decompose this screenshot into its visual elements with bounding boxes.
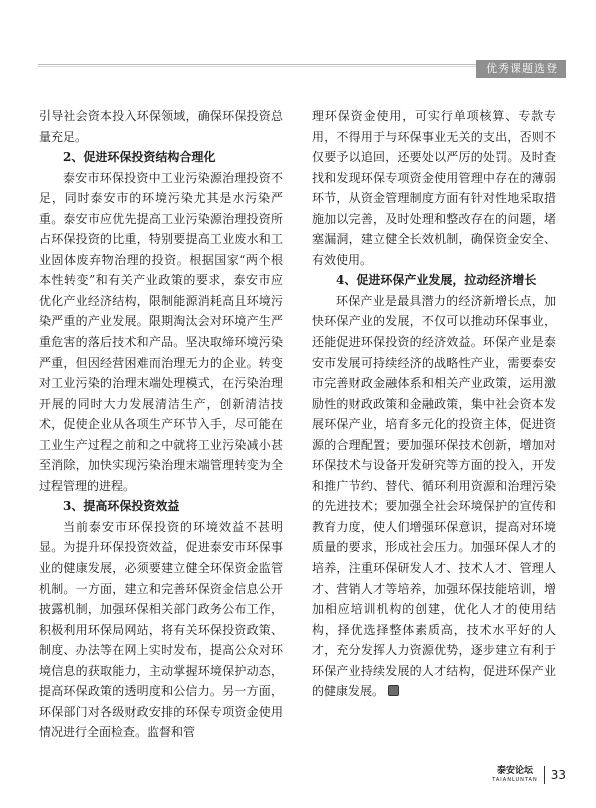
paragraph-continuation: 理环保资金使用，可实行单项核算、专款专用，不得用于与环保事业无关的支出，否则不仅要予以追回，还要处以严厉的处罚。及时查找和发现环保专项资金使用管理中存在的薄弱环节，从资金管理制度方面有针对性地采取措施加以完善，及时处理和整改存在的问题，堵塞漏洞，建立健全长效机制，确保资金安全、有效使用。 — [312, 109, 556, 267]
section-heading: 2、促进环保投资结构合理化 — [63, 150, 216, 165]
section-heading: 4、促进环保产业发展，拉动经济增长 — [336, 273, 537, 288]
end-of-article-icon — [388, 685, 399, 696]
paragraph-final — [312, 291, 556, 702]
right-column — [312, 106, 556, 702]
footer-brand — [492, 766, 538, 784]
paragraph-final-text: 环保产业是最具潜力的经济新增长点，加快环保产业的发展，不仅可以推动环保事业，还能促进环保投资的经济效益。环保产业是泰安市发展可持续经济的战略性产业，需要泰安市完善财政金融体系和相关产业政策，运用激励性的财政政策和金融政策，集中社会资本发展环保产业，培育多元化的投资主体，促进资源的合理配置；要加强环保技术创新，增加对环保技术与设备开发研究等方面的投入，开发和推广节约、替代、循环利用资源和治理污染的先进技术；要加强全社会环境保护的宣传和教育力度，使人们增强环保意识，提高对环境质量的要求，形成社会压力。加强环保人才的培养，注重环保研发人才、技术人才、管理人才、营销人才等培养，加强环保技能培训，增加相应培训机构的创建，优化人才的使用结构，择优选择整体素质高，技术水平好的人才，充分发挥人力资源优势，逐步建立有利于环保产业持续发展的人才结构，促进环保产业的健康发展。 — [312, 293, 556, 699]
paragraph-continuation: 引导社会资本投入环保领域，确保环保投资总量充足。 — [39, 109, 283, 144]
section-heading: 3、提高环保投资效益 — [63, 499, 180, 514]
footer-divider — [544, 766, 545, 784]
paragraph: 当前泰安市环保投资的环境效益不甚明显。为提升环保投资效益，促进泰安市环保事业的健康发展，必须要建立健全环保资金监管机制。一方面，建立和完善环保资金信息公开披露机制，加强环保相关部门政务公布工作，积极利用环保局网站，将有关环保投资政策、制度、办法等在网上实时发布，提高公众对环境信息的获取能力，主动掌握环境保护动态，提高环保政策的透明度和公信力。另一方面，环保部门对各级财政安排的环保专项资金使用情况进行全面检查。监督和管 — [39, 519, 283, 740]
paragraph: 泰安市环保投资中工业污染源治理投资不足，同时泰安市的环境污染尤其是水污染严重。泰安市应优先提高工业污染源治理投资所占环保投资的比重，特别要提高工业废水和工业固体废弃物治理的投资。根据国家“两个根本性转变”和有关产业政策的要求，泰安市应优化产业经济结构，限制能源消耗高且环境污染严重的产业发展。限期淘汰会对环境产生严重危害的落后技术和产品。坚决取缔环境污染严重，但因经营困难而治理无力的企业。转变对工业污染的治理末端处理模式，在污染治理开展的同时大力发展清洁生产，创新清洁技术，促使企业从各项生产环节入手，尽可能在工业生产过程之前和之中就将工业污染减小甚至消除，加快实现污染治理末端管理转变为全过程管理的进程。 — [39, 170, 283, 493]
footer-brand-en: TAIANLUNTAN — [492, 777, 538, 783]
left-column — [39, 106, 283, 743]
section-tab: 优秀课题选登 — [476, 60, 566, 78]
page-footer — [492, 763, 566, 787]
page-number: 33 — [550, 768, 566, 782]
footer-brand-cn: 泰安论坛 — [496, 766, 533, 776]
